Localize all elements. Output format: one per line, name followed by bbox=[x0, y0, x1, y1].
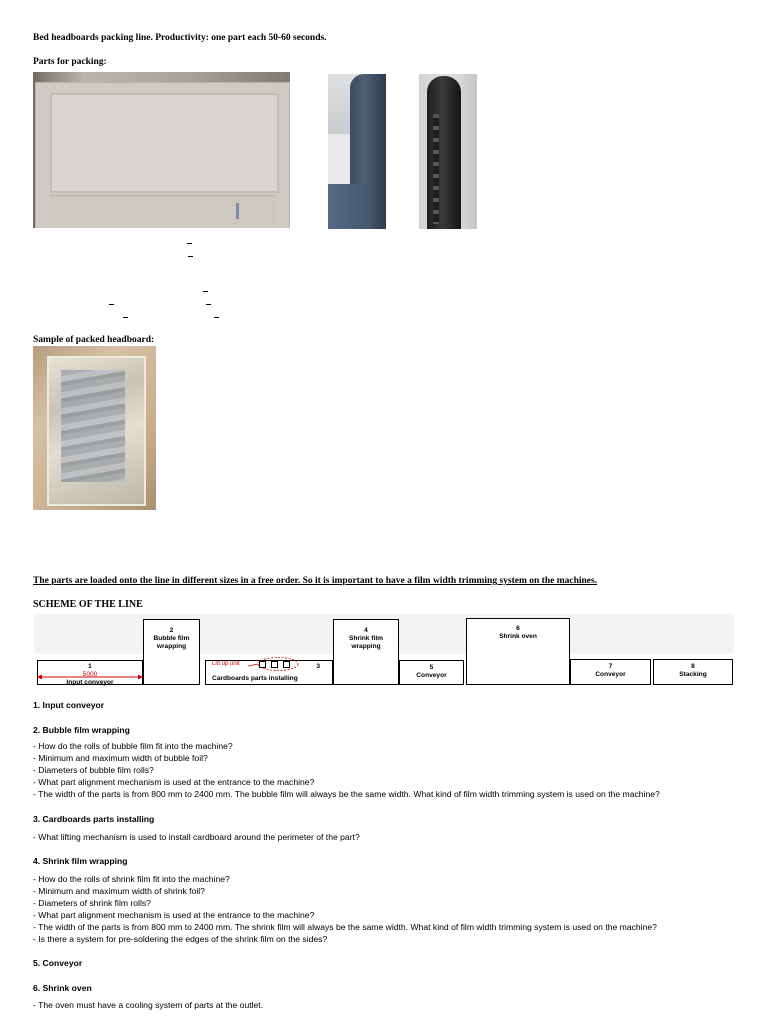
document-title: Bed headboards packing line. Productivity: one part each 50-60 seconds. bbox=[33, 33, 327, 43]
question-item: - Diameters of shrink film rolls? bbox=[33, 898, 151, 908]
station-name: Cardboards parts installing bbox=[212, 675, 298, 682]
question-item: - The oven must have a cooling system of parts at the outlet. bbox=[33, 1000, 264, 1010]
question-item: - The width of the parts is from 800 mm to 2400 mm. The shrink film will always be the same width. What kind of film width trimming system is used on the machine? bbox=[33, 922, 657, 932]
dash-mark bbox=[188, 256, 193, 257]
station-number: 8 bbox=[691, 663, 695, 670]
station-number: 3 bbox=[316, 663, 320, 670]
question-item: - How do the rolls of bubble film fit into the machine? bbox=[33, 741, 233, 751]
dash-mark bbox=[123, 317, 128, 318]
station-name: Stacking bbox=[679, 671, 707, 678]
section-heading: 5. Conveyor bbox=[33, 958, 83, 968]
scheme-title: SCHEME OF THE LINE bbox=[33, 599, 143, 610]
station-number: 6 bbox=[516, 625, 520, 632]
parts-label: Parts for packing: bbox=[33, 57, 107, 67]
station-number: 4 bbox=[364, 627, 368, 634]
question-item: - Is there a system for pre-soldering the edges of the shrink film on the sides? bbox=[33, 934, 328, 944]
station-number: 7 bbox=[608, 663, 613, 670]
dash-mark bbox=[214, 317, 219, 318]
question-item: - Minimum and maximum width of bubble foil? bbox=[33, 753, 208, 763]
dash-mark bbox=[187, 243, 192, 244]
question-item: - What part alignment mechanism is used at the entrance to the machine? bbox=[33, 910, 315, 920]
station-number: 5 bbox=[429, 664, 434, 671]
notice-text: The parts are loaded onto the line in different sizes in a free order. So it is important to have a film width trimming system on the machines. bbox=[33, 576, 598, 586]
station-number: 1 bbox=[88, 663, 92, 670]
question-item: - How do the rolls of shrink film fit into the machine? bbox=[33, 874, 230, 884]
lift-unit-square bbox=[259, 661, 266, 668]
station-name: Shrink oven bbox=[499, 633, 537, 640]
station-shrink-oven bbox=[466, 618, 570, 685]
station-stacking bbox=[653, 659, 733, 685]
section-heading: 4. Shrink film wrapping bbox=[33, 856, 128, 866]
station-number: 2 bbox=[169, 627, 174, 634]
station-name: Conveyor bbox=[416, 672, 447, 679]
lift-up-unit-marker bbox=[240, 657, 300, 673]
station-name: Shrink film wrapping bbox=[348, 635, 384, 650]
section-heading: 2. Bubble film wrapping bbox=[33, 725, 130, 735]
section-heading: 1. Input conveyor bbox=[33, 700, 105, 710]
question-item: - What part alignment mechanism is used at the entrance to the machine? bbox=[33, 777, 315, 787]
packed-headboard-photo bbox=[33, 346, 156, 510]
lift-unit-square bbox=[283, 661, 290, 668]
dash-mark bbox=[206, 304, 211, 305]
station-shrink-film-wrapping bbox=[333, 619, 399, 685]
tufted-headboard-side-photo bbox=[419, 74, 477, 229]
question-item: - Minimum and maximum width of shrink foil? bbox=[33, 886, 205, 896]
lift-up-unit-label: Lift up unit bbox=[212, 661, 240, 667]
section-heading: 3. Cardboards parts installing bbox=[33, 814, 155, 824]
station-input-conveyor bbox=[37, 660, 143, 685]
station-name: Input conveyor bbox=[66, 679, 114, 686]
question-list bbox=[33, 999, 263, 1011]
lift-unit-square bbox=[271, 661, 278, 668]
question-item: - What lifting mechanism is used to install cardboard around the perimeter of the part? bbox=[33, 832, 360, 842]
station-name: Bubble film wrapping bbox=[153, 635, 190, 650]
sample-label: Sample of packed headboard: bbox=[33, 335, 155, 345]
question-list bbox=[33, 873, 657, 945]
question-item: - The width of the parts is from 800 mm to 2400 mm. The bubble film will always be the same width. What kind of film width trimming system is used on the machine? bbox=[33, 789, 660, 799]
station-bubble-film-wrapping bbox=[143, 619, 200, 685]
station-conveyor-7 bbox=[570, 659, 651, 685]
section-heading: 6. Shrink oven bbox=[33, 983, 92, 993]
dash-mark bbox=[203, 291, 208, 292]
wingback-headboard-photo bbox=[328, 74, 386, 229]
station-name: Conveyor bbox=[595, 671, 626, 678]
question-list bbox=[33, 831, 360, 843]
dash-mark bbox=[109, 304, 114, 305]
station-conveyor bbox=[399, 660, 464, 685]
dimension-arrow bbox=[37, 674, 143, 680]
dimension-label: 5000 bbox=[82, 671, 98, 678]
question-item: - Diameters of bubble film rolls? bbox=[33, 765, 154, 775]
question-list bbox=[33, 740, 660, 800]
headboard-photo bbox=[33, 72, 290, 228]
